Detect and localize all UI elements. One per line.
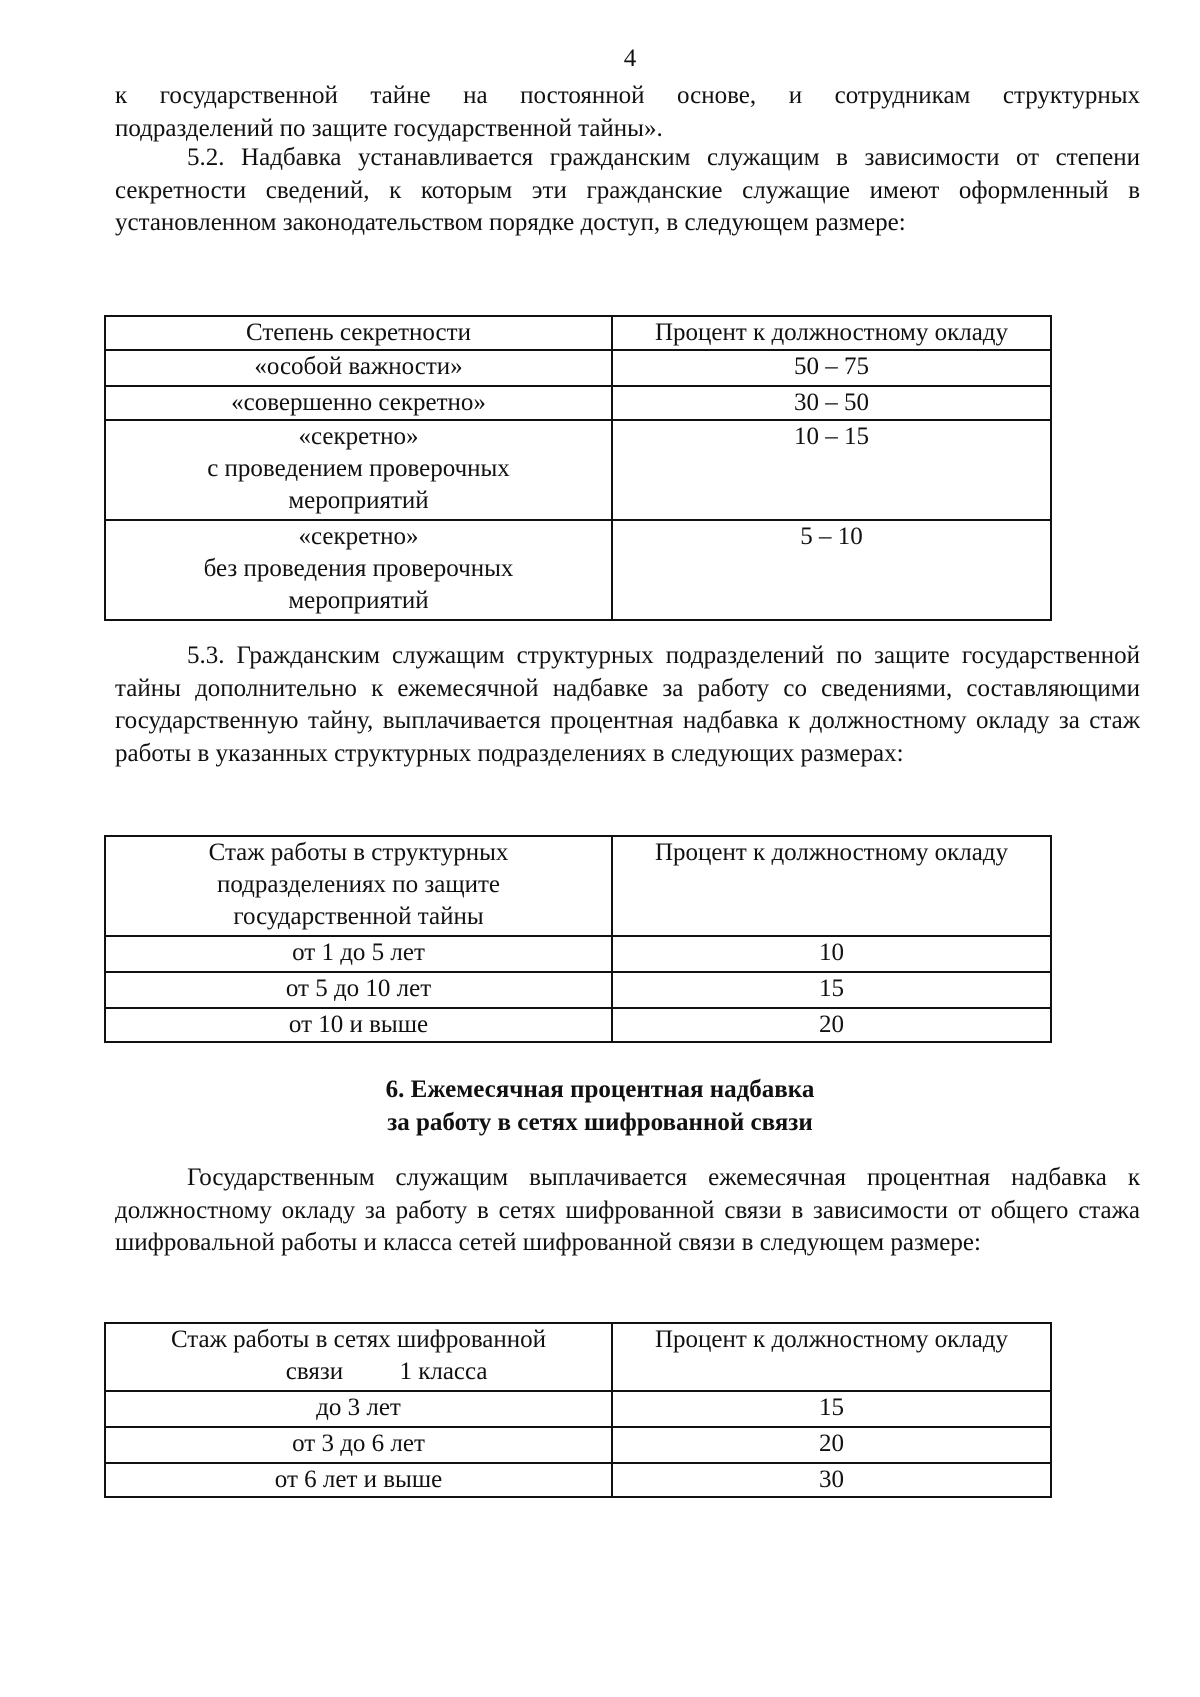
table-header-cell: Степень секретности	[105, 316, 612, 350]
table-row	[105, 350, 1051, 386]
paragraph-5-2: 5.2. Надбавка устанавливается гражданским служащим в зависимости от степени секретности сведений, к которым эти гражданские служащие имеют оформленный в установленном законодательством порядке доступ, в следующем размере:	[115, 144, 1140, 236]
page-number: 4	[623, 45, 637, 72]
cell-line: Стаж работы в структурных	[208, 839, 509, 866]
intro-paragraph	[115, 80, 1140, 145]
intro-line-2: подразделений по защите государственной тайны».	[115, 114, 663, 142]
table-cell-label: до 3 лет	[105, 1391, 612, 1427]
table-cell-value: 5 – 10	[612, 520, 1051, 620]
table-cell-label: от 5 до 10 лет	[105, 972, 612, 1008]
table-cell-label: «совершенно секретно»	[105, 386, 612, 420]
table-row	[105, 1427, 1051, 1463]
table-cell-value: 10	[612, 936, 1051, 972]
cell-line	[110, 1356, 607, 1388]
section-6-title	[0, 1073, 1200, 1139]
table-header-row	[105, 836, 1051, 936]
secrecy-table	[104, 315, 1052, 621]
table-row	[105, 1391, 1051, 1427]
cell-line: мероприятий	[288, 587, 429, 614]
table-cell-value: 20	[612, 1008, 1051, 1042]
cell-line: с проведением проверочных	[207, 455, 510, 482]
table-row	[105, 520, 1051, 620]
cell-line: подразделениях по защите	[216, 871, 501, 898]
table-header-row	[105, 1323, 1051, 1391]
table-cell-value: 20	[612, 1427, 1051, 1463]
table-cell-label: «особой важности»	[105, 350, 612, 386]
table-row	[105, 1008, 1051, 1042]
table-row	[105, 972, 1051, 1008]
cell-fragment: 1 класса	[399, 1358, 488, 1385]
table-header-cell: Процент к должностному окладу	[612, 836, 1051, 936]
table-header-cell: Процент к должностному окладу	[612, 1323, 1051, 1391]
experience-table	[104, 835, 1052, 1043]
cipher-table	[104, 1322, 1052, 1498]
table-cell-label: от 1 до 5 лет	[105, 936, 612, 972]
table-header-row	[105, 316, 1051, 350]
table-header-cell	[105, 1323, 612, 1391]
table-cell-value: 50 – 75	[612, 350, 1051, 386]
cell-line: без проведения проверочных	[203, 555, 514, 582]
table-cell-label: от 6 лет и выше	[105, 1463, 612, 1497]
cell-line: Стаж работы в сетях шифрованной	[170, 1326, 547, 1353]
intro-line-1: к государственной тайне на постоянной основе, и сотрудникам структурных	[115, 82, 1140, 109]
cell-line: «секретно»	[298, 423, 419, 450]
section-title-line: за работу в сетях шифрованной связи	[387, 1109, 813, 1136]
cell-line: мероприятий	[288, 487, 429, 514]
cell-line: государственной тайны	[233, 903, 484, 930]
table-row	[105, 420, 1051, 520]
table-row	[105, 936, 1051, 972]
table-cell-label: от 3 до 6 лет	[105, 1427, 612, 1463]
table-cell-value: 30	[612, 1463, 1051, 1497]
section-6-paragraph: Государственным служащим выплачивается ежемесячная процентная надбавка к должностному окладу за работу в сетях шифрованной связи в зависимости от общего стажа шифровальной работы и класса сетей шифрованной связи в следующем размере:	[115, 1164, 1140, 1256]
table-cell-label	[105, 520, 612, 620]
table-cell-label: от 10 и выше	[105, 1008, 612, 1042]
table-cell-value: 10 – 15	[612, 420, 1051, 520]
table-cell-label	[105, 420, 612, 520]
table-header-cell	[105, 836, 612, 936]
cell-fragment: связи	[285, 1358, 344, 1385]
table-cell-value: 15	[612, 1391, 1051, 1427]
table-row	[105, 1463, 1051, 1497]
table-cell-value: 30 – 50	[612, 386, 1051, 420]
cell-line: «секретно»	[298, 523, 419, 550]
table-cell-value: 15	[612, 972, 1051, 1008]
section-title-line: 6. Ежемесячная процентная надбавка	[385, 1076, 815, 1103]
table-header-cell: Процент к должностному окладу	[612, 316, 1051, 350]
table-row	[105, 386, 1051, 420]
paragraph-5-3: 5.3. Гражданским служащим структурных подразделений по защите государственной тайны дополнительно к ежемесячной надбавке за работу со сведениями, составляющими государственную тайну, выплачивается процентная надбавка к должностному окладу за стаж работы в указанных структурных подразделениях в следующих размерах:	[115, 642, 1140, 767]
